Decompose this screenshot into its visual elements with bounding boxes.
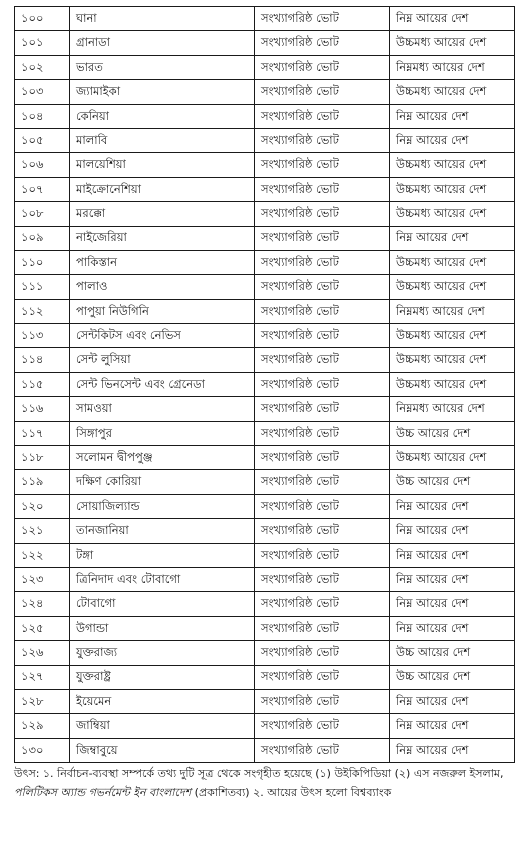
country-table xyxy=(14,6,515,763)
cell-number: ১১৫ xyxy=(15,372,70,396)
table-row xyxy=(15,470,515,494)
cell-vote-system: সংখ্যাগরিষ্ঠ ভোট xyxy=(255,494,390,518)
cell-country: ত্রিনিদাদ এবং টোবাগো xyxy=(70,567,255,591)
cell-number: ১২২ xyxy=(15,543,70,567)
table-row xyxy=(15,689,515,713)
cell-country: ঘানা xyxy=(70,7,255,31)
cell-country: তানজানিয়া xyxy=(70,519,255,543)
cell-number: ১১২ xyxy=(15,299,70,323)
cell-number: ১২৬ xyxy=(15,641,70,665)
cell-country: সামওয়া xyxy=(70,397,255,421)
cell-vote-system: সংখ্যাগরিষ্ঠ ভোট xyxy=(255,689,390,713)
cell-country: টঙ্গা xyxy=(70,543,255,567)
cell-country: যুক্তরাষ্ট্র xyxy=(70,665,255,689)
cell-country: জ্যামাইকা xyxy=(70,80,255,104)
table-row xyxy=(15,348,515,372)
table-row xyxy=(15,80,515,104)
table-row xyxy=(15,153,515,177)
cell-vote-system: সংখ্যাগরিষ্ঠ ভোট xyxy=(255,7,390,31)
table-row xyxy=(15,104,515,128)
cell-vote-system: সংখ্যাগরিষ্ঠ ভোট xyxy=(255,55,390,79)
cell-vote-system: সংখ্যাগরিষ্ঠ ভোট xyxy=(255,128,390,152)
cell-country: মালাবি xyxy=(70,128,255,152)
cell-vote-system: সংখ্যাগরিষ্ঠ ভোট xyxy=(255,275,390,299)
cell-country: উগান্ডা xyxy=(70,616,255,640)
table-row xyxy=(15,494,515,518)
cell-number: ১০৮ xyxy=(15,202,70,226)
cell-income-group: নিম্ন আয়ের দেশ xyxy=(390,104,515,128)
cell-vote-system: সংখ্যাগরিষ্ঠ ভোট xyxy=(255,226,390,250)
source-footnote xyxy=(14,764,514,802)
cell-country: মাইক্রোনেশিয়া xyxy=(70,177,255,201)
cell-income-group: উচ্চমধ্য আয়ের দেশ xyxy=(390,177,515,201)
cell-number: ১২০ xyxy=(15,494,70,518)
cell-number: ১২১ xyxy=(15,519,70,543)
cell-vote-system: সংখ্যাগরিষ্ঠ ভোট xyxy=(255,567,390,591)
footnote-tail: (প্রকাশিতব্য) ২. আয়ের উৎস হলো বিশ্বব্যাংক xyxy=(191,786,392,799)
cell-number: ১০০ xyxy=(15,7,70,31)
cell-income-group: নিম্ন আয়ের দেশ xyxy=(390,543,515,567)
cell-income-group: উচ্চমধ্য আয়ের দেশ xyxy=(390,31,515,55)
cell-number: ১১০ xyxy=(15,250,70,274)
cell-vote-system: সংখ্যাগরিষ্ঠ ভোট xyxy=(255,665,390,689)
table-row xyxy=(15,250,515,274)
cell-number: ১১৭ xyxy=(15,421,70,445)
cell-income-group: উচ্চমধ্য আয়ের দেশ xyxy=(390,372,515,396)
cell-number: ১১৯ xyxy=(15,470,70,494)
cell-number: ১০৩ xyxy=(15,80,70,104)
table-row xyxy=(15,397,515,421)
cell-vote-system: সংখ্যাগরিষ্ঠ ভোট xyxy=(255,104,390,128)
cell-vote-system: সংখ্যাগরিষ্ঠ ভোট xyxy=(255,397,390,421)
cell-income-group: নিম্নমধ্য আয়ের দেশ xyxy=(390,55,515,79)
cell-vote-system: সংখ্যাগরিষ্ঠ ভোট xyxy=(255,348,390,372)
table-row xyxy=(15,202,515,226)
cell-income-group: উচ্চমধ্য আয়ের দেশ xyxy=(390,275,515,299)
table-row xyxy=(15,275,515,299)
cell-income-group: নিম্ন আয়ের দেশ xyxy=(390,738,515,762)
table-row xyxy=(15,177,515,201)
table-body xyxy=(15,7,515,763)
cell-income-group: উচ্চ আয়ের দেশ xyxy=(390,665,515,689)
cell-vote-system: সংখ্যাগরিষ্ঠ ভোট xyxy=(255,80,390,104)
cell-vote-system: সংখ্যাগরিষ্ঠ ভোট xyxy=(255,616,390,640)
cell-income-group: উচ্চমধ্য আয়ের দেশ xyxy=(390,446,515,470)
cell-income-group: নিম্ন আয়ের দেশ xyxy=(390,7,515,31)
cell-country: জিম্বাবুয়ে xyxy=(70,738,255,762)
cell-country: দক্ষিণ কোরিয়া xyxy=(70,470,255,494)
cell-country: সেন্ট লুসিয়া xyxy=(70,348,255,372)
table-row xyxy=(15,665,515,689)
cell-number: ১২৯ xyxy=(15,714,70,738)
cell-income-group: উচ্চ আয়ের দেশ xyxy=(390,641,515,665)
cell-income-group: নিম্ন আয়ের দেশ xyxy=(390,226,515,250)
cell-income-group: নিম্ন আয়ের দেশ xyxy=(390,689,515,713)
cell-income-group: নিম্নমধ্য আয়ের দেশ xyxy=(390,299,515,323)
cell-income-group: নিম্নমধ্য আয়ের দেশ xyxy=(390,397,515,421)
table-row xyxy=(15,714,515,738)
cell-vote-system: সংখ্যাগরিষ্ঠ ভোট xyxy=(255,153,390,177)
cell-income-group: নিম্ন আয়ের দেশ xyxy=(390,519,515,543)
table-row xyxy=(15,55,515,79)
cell-country: সেন্টকিটস এবং নেভিস xyxy=(70,324,255,348)
cell-vote-system: সংখ্যাগরিষ্ঠ ভোট xyxy=(255,421,390,445)
cell-vote-system: সংখ্যাগরিষ্ঠ ভোট xyxy=(255,324,390,348)
cell-country: কেনিয়া xyxy=(70,104,255,128)
cell-number: ১১৮ xyxy=(15,446,70,470)
cell-income-group: উচ্চমধ্য আয়ের দেশ xyxy=(390,250,515,274)
cell-income-group: নিম্ন আয়ের দেশ xyxy=(390,128,515,152)
table-row xyxy=(15,324,515,348)
cell-vote-system: সংখ্যাগরিষ্ঠ ভোট xyxy=(255,592,390,616)
table-row xyxy=(15,299,515,323)
cell-country: পালাও xyxy=(70,275,255,299)
cell-vote-system: সংখ্যাগরিষ্ঠ ভোট xyxy=(255,446,390,470)
cell-income-group: উচ্চ আয়ের দেশ xyxy=(390,421,515,445)
table-row xyxy=(15,543,515,567)
cell-number: ১০৪ xyxy=(15,104,70,128)
cell-number: ১০৫ xyxy=(15,128,70,152)
cell-income-group: উচ্চমধ্য আয়ের দেশ xyxy=(390,202,515,226)
cell-vote-system: সংখ্যাগরিষ্ঠ ভোট xyxy=(255,519,390,543)
cell-country: মালয়েশিয়া xyxy=(70,153,255,177)
cell-country: গ্রানাডা xyxy=(70,31,255,55)
cell-country: মরক্কো xyxy=(70,202,255,226)
cell-number: ১০২ xyxy=(15,55,70,79)
cell-country: জাম্বিয়া xyxy=(70,714,255,738)
table-row xyxy=(15,641,515,665)
table-row xyxy=(15,128,515,152)
cell-income-group: নিম্ন আয়ের দেশ xyxy=(390,494,515,518)
cell-vote-system: সংখ্যাগরিষ্ঠ ভোট xyxy=(255,714,390,738)
cell-country: সলোমন দ্বীপপুঞ্জ xyxy=(70,446,255,470)
footnote-lead: উৎস: ১. নির্বাচন-ব্যবস্থা সম্পর্কে তথ্য দুটি সূত্র থেকে সংগৃহীত হয়েছে (১) উইকিপিডিয়া (২) এস নজরুল ইসলাম, xyxy=(14,767,504,780)
cell-number: ১২৮ xyxy=(15,689,70,713)
table-row xyxy=(15,567,515,591)
cell-vote-system: সংখ্যাগরিষ্ঠ ভোট xyxy=(255,299,390,323)
cell-number: ১০৬ xyxy=(15,153,70,177)
cell-country: ভারত xyxy=(70,55,255,79)
table-row xyxy=(15,519,515,543)
cell-number: ১০৯ xyxy=(15,226,70,250)
cell-number: ১১৪ xyxy=(15,348,70,372)
cell-income-group: নিম্ন আয়ের দেশ xyxy=(390,714,515,738)
table-row xyxy=(15,31,515,55)
cell-country: পাকিস্তান xyxy=(70,250,255,274)
table-row xyxy=(15,592,515,616)
cell-income-group: নিম্ন আয়ের দেশ xyxy=(390,567,515,591)
table-row xyxy=(15,7,515,31)
table-row xyxy=(15,616,515,640)
cell-number: ১২৫ xyxy=(15,616,70,640)
cell-income-group: উচ্চমধ্য আয়ের দেশ xyxy=(390,324,515,348)
cell-number: ১৩০ xyxy=(15,738,70,762)
cell-country: সিঙ্গাপুর xyxy=(70,421,255,445)
cell-income-group: নিম্ন আয়ের দেশ xyxy=(390,616,515,640)
cell-number: ১১৩ xyxy=(15,324,70,348)
cell-vote-system: সংখ্যাগরিষ্ঠ ভোট xyxy=(255,31,390,55)
cell-number: ১০৭ xyxy=(15,177,70,201)
cell-number: ১১৬ xyxy=(15,397,70,421)
cell-vote-system: সংখ্যাগরিষ্ঠ ভোট xyxy=(255,250,390,274)
footnote-book-title: পলিটিকস অ্যান্ড গভর্নমেন্ট ইন বাংলাদেশ xyxy=(14,786,192,799)
cell-number: ১২৩ xyxy=(15,567,70,591)
cell-vote-system: সংখ্যাগরিষ্ঠ ভোট xyxy=(255,177,390,201)
cell-country: পাপুয়া নিউগিনি xyxy=(70,299,255,323)
table-row xyxy=(15,446,515,470)
table-row xyxy=(15,738,515,762)
cell-vote-system: সংখ্যাগরিষ্ঠ ভোট xyxy=(255,738,390,762)
cell-vote-system: সংখ্যাগরিষ্ঠ ভোট xyxy=(255,202,390,226)
table-row xyxy=(15,226,515,250)
cell-country: সেন্ট ভিনসেন্ট এবং গ্রেনেডা xyxy=(70,372,255,396)
cell-vote-system: সংখ্যাগরিষ্ঠ ভোট xyxy=(255,470,390,494)
table-row xyxy=(15,421,515,445)
cell-country: টোবাগো xyxy=(70,592,255,616)
cell-country: ইয়েমেন xyxy=(70,689,255,713)
cell-country: যুক্তরাজ্য xyxy=(70,641,255,665)
cell-income-group: উচ্চমধ্য আয়ের দেশ xyxy=(390,153,515,177)
cell-country: নাইজেরিয়া xyxy=(70,226,255,250)
cell-number: ১২৪ xyxy=(15,592,70,616)
cell-income-group: নিম্ন আয়ের দেশ xyxy=(390,592,515,616)
cell-vote-system: সংখ্যাগরিষ্ঠ ভোট xyxy=(255,641,390,665)
cell-vote-system: সংখ্যাগরিষ্ঠ ভোট xyxy=(255,543,390,567)
cell-number: ১০১ xyxy=(15,31,70,55)
cell-income-group: উচ্চ আয়ের দেশ xyxy=(390,470,515,494)
cell-income-group: উচ্চমধ্য আয়ের দেশ xyxy=(390,348,515,372)
cell-vote-system: সংখ্যাগরিষ্ঠ ভোট xyxy=(255,372,390,396)
table-row xyxy=(15,372,515,396)
cell-number: ১২৭ xyxy=(15,665,70,689)
cell-number: ১১১ xyxy=(15,275,70,299)
cell-country: সোয়াজিল্যান্ড xyxy=(70,494,255,518)
cell-income-group: উচ্চমধ্য আয়ের দেশ xyxy=(390,80,515,104)
